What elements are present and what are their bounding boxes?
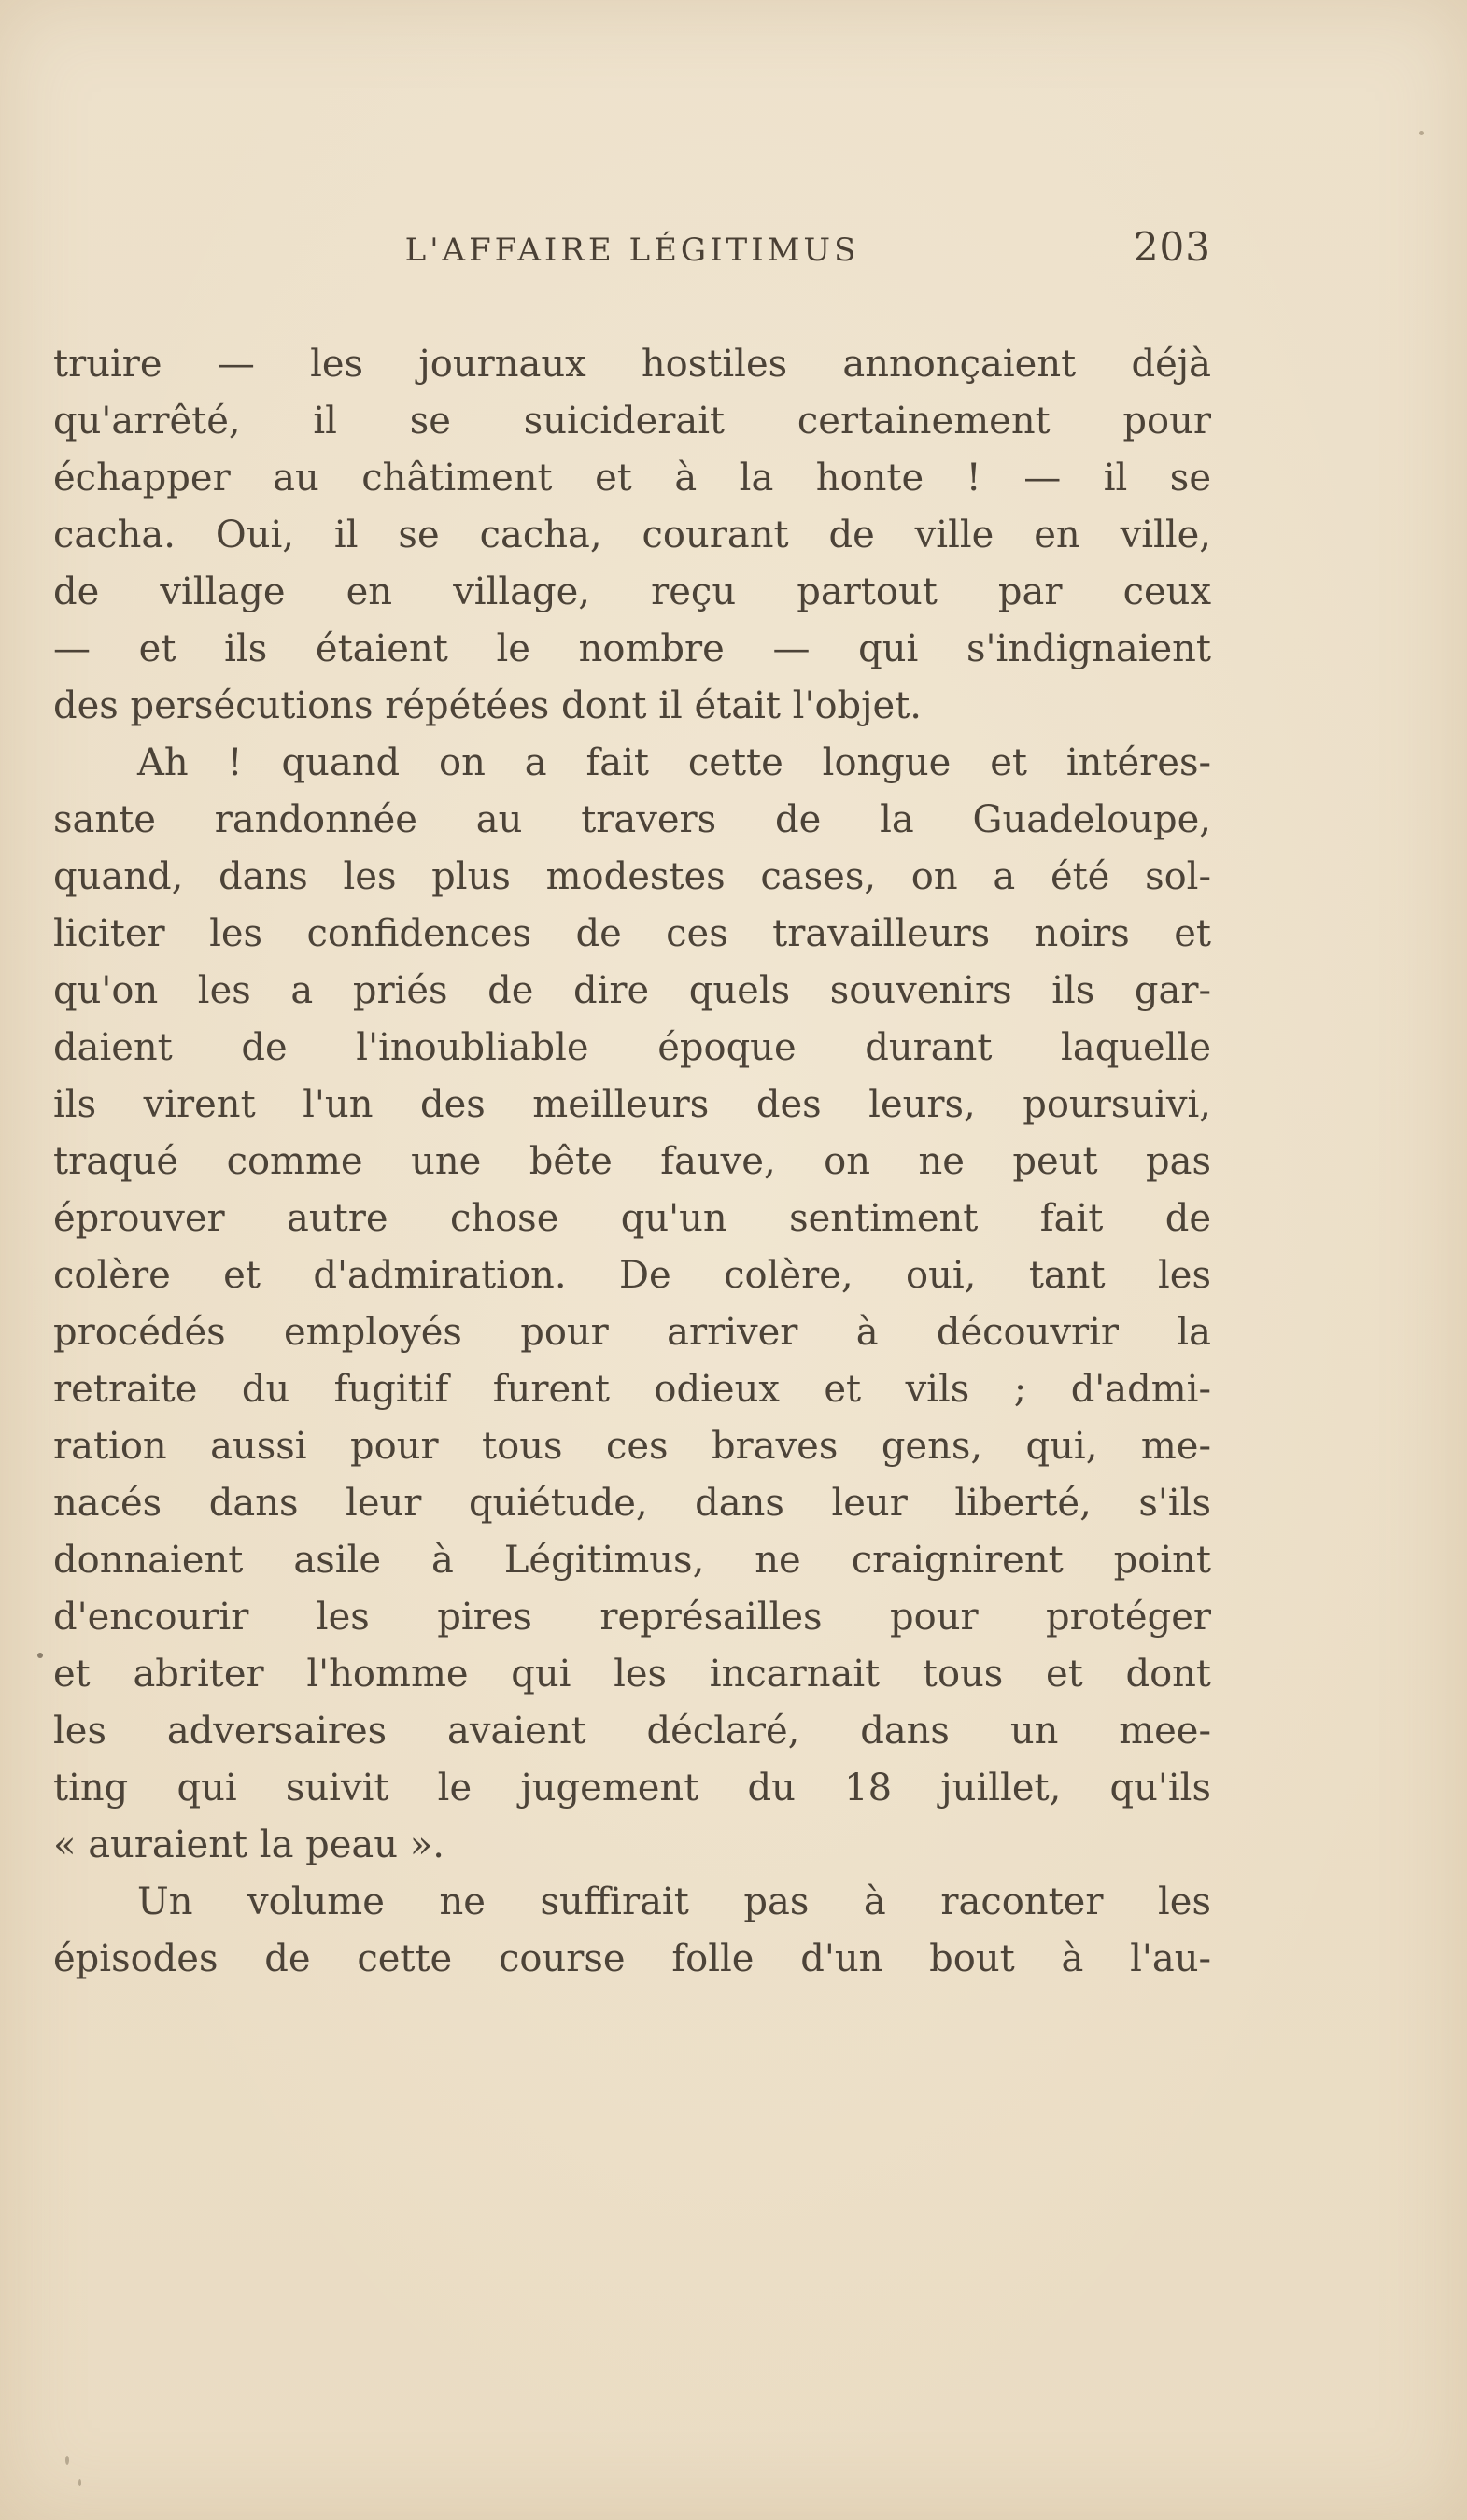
running-title: L'AFFAIRE LÉGITIMUS	[404, 232, 860, 269]
margin-mark	[37, 1653, 43, 1658]
text-line: colère et d'admiration. De colère, oui, tant les	[53, 1254, 1211, 1297]
text-line: les adversaires avaient déclaré, dans un mee-	[53, 1710, 1211, 1753]
paper-speck	[78, 2479, 81, 2486]
text-line: procédés employés pour arriver à découvrir la	[53, 1311, 1211, 1354]
text-line: échapper au châtiment et à la honte ! — il se	[53, 457, 1211, 500]
text-line: ration aussi pour tous ces braves gens, qui, me-	[53, 1425, 1211, 1468]
text-line: liciter les confidences de ces travailleurs noirs et	[53, 912, 1211, 955]
text-line: « auraient la peau ».	[53, 1823, 444, 1866]
paragraph-start-line: Ah ! quand on a fait cette longue et intéres-	[137, 741, 1211, 784]
text-line: des persécutions répétées dont il était l'objet.	[53, 684, 923, 727]
paragraph-start-line: Un volume ne suffirait pas à raconter les	[137, 1880, 1211, 1923]
paper-speck	[1419, 131, 1424, 135]
text-line: nacés dans leur quiétude, dans leur liberté, s'ils	[53, 1482, 1211, 1525]
text-line: d'encourir les pires représailles pour protéger	[53, 1596, 1211, 1639]
text-line: qu'on les a priés de dire quels souvenirs ils gar-	[53, 969, 1211, 1012]
text-line: ting qui suivit le jugement du 18 juillet, qu'ils	[53, 1767, 1211, 1809]
text-line: traqué comme une bête fauve, on ne peut pas	[53, 1140, 1211, 1183]
text-line: et abriter l'homme qui les incarnait tous et dont	[53, 1653, 1211, 1696]
text-line: sante randonnée au travers de la Guadeloupe,	[53, 798, 1211, 841]
text-line: éprouver autre chose qu'un sentiment fait de	[53, 1197, 1211, 1240]
text-line: de village en village, reçu partout par ceux	[53, 570, 1211, 613]
text-line: quand, dans les plus modestes cases, on a été sol-	[53, 855, 1211, 898]
running-head	[53, 224, 1211, 280]
text-line: daient de l'inoubliable époque durant laquelle	[53, 1026, 1211, 1069]
paper-speck	[65, 2456, 69, 2465]
text-line: cacha. Oui, il se cacha, courant de ville en ville,	[53, 514, 1211, 556]
text-line: retraite du fugitif furent odieux et vils ; d'admi-	[53, 1368, 1211, 1411]
text-line: truire — les journaux hostiles annonçaient déjà	[53, 343, 1211, 386]
text-line: donnaient asile à Légitimus, ne craignirent point	[53, 1539, 1211, 1582]
body-text	[53, 336, 1211, 1988]
text-line: — et ils étaient le nombre — qui s'indignaient	[53, 627, 1211, 670]
page-number: 203	[1133, 224, 1211, 270]
text-line: ils virent l'un des meilleurs des leurs, poursuivi,	[53, 1083, 1211, 1126]
text-line: épisodes de cette course folle d'un bout à l'au-	[53, 1937, 1211, 1980]
text-line: qu'arrêté, il se suiciderait certainement pour	[53, 400, 1211, 443]
